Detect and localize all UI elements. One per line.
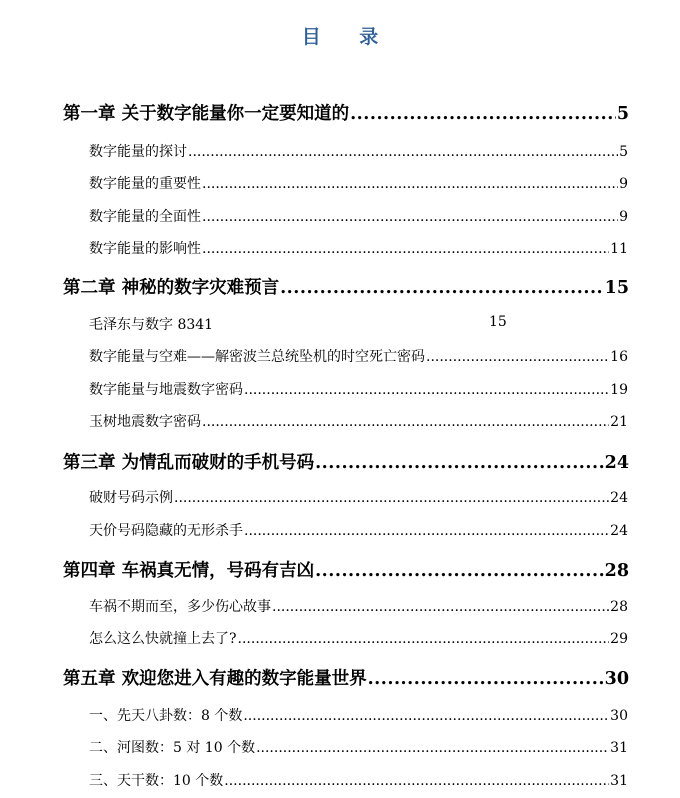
dot-leader (243, 708, 609, 724)
toc-section[interactable] (89, 487, 628, 507)
dot-leader (202, 209, 618, 225)
toc-chapter-5[interactable] (63, 665, 629, 690)
toc-entry-label: 二、河图数：5 对 10 个数 (89, 740, 256, 756)
dot-leader (238, 631, 610, 647)
toc-page-number: 24 (610, 490, 628, 506)
toc-entry-label: 数字能量与地震数字密码 (89, 382, 243, 398)
toc-section[interactable] (89, 705, 628, 725)
dot-leader (426, 349, 609, 365)
toc-entry-label: 第四章 车祸真无情，号码有吉凶 (63, 561, 315, 581)
dot-leader (244, 382, 609, 398)
toc-page-number: 11 (610, 241, 628, 257)
toc-section[interactable] (89, 173, 628, 193)
toc-section[interactable] (89, 379, 628, 399)
toc-chapter-2[interactable] (63, 274, 629, 299)
dot-leader (280, 278, 604, 298)
toc-page-number: 16 (610, 349, 628, 365)
toc-entry-label: 数字能量的影响性 (89, 241, 201, 257)
toc-entry-label: 毛泽东与数字 8341 (89, 317, 214, 333)
toc-entry-label: 车祸不期而至，多少伤心故事 (89, 599, 271, 615)
toc-chapter-1[interactable] (63, 100, 629, 125)
toc-entry-label: 玉树地震数字密码 (89, 414, 201, 430)
toc-entry-label: 第五章 欢迎您进入有趣的数字能量世界 (63, 669, 367, 689)
toc-title: 目 录 (301, 26, 395, 48)
toc-page-number: 30 (604, 669, 629, 689)
toc-page-number: 30 (610, 708, 628, 724)
toc-entry-label: 数字能量的重要性 (89, 176, 201, 192)
toc-entry-label: 数字能量的探讨 (89, 144, 187, 160)
toc-entry-label: 天价号码隐藏的无形杀手 (89, 523, 243, 539)
dot-leader (202, 414, 609, 430)
toc-section[interactable] (89, 628, 628, 648)
dot-leader (256, 740, 609, 756)
toc-section[interactable] (89, 411, 628, 431)
toc-page-number: 21 (610, 414, 628, 430)
toc-section[interactable] (89, 141, 628, 161)
toc-page-number: 15 (604, 278, 629, 298)
toc-chapter-4[interactable] (63, 557, 629, 582)
dot-leader (174, 490, 609, 506)
toc-section[interactable] (89, 596, 628, 616)
toc-entry-label: 一、先天八卦数：8 个数 (89, 708, 243, 724)
toc-entry-label: 第三章 为情乱而破财的手机号码 (63, 453, 315, 473)
toc-entry-label: 三、天干数：10 个数 (89, 773, 224, 789)
toc-section[interactable] (89, 206, 628, 226)
toc-section[interactable] (89, 520, 628, 540)
toc-chapter-3[interactable] (63, 449, 629, 474)
dot-leader (272, 599, 609, 615)
toc-section[interactable] (89, 238, 628, 258)
dot-leader (188, 144, 618, 160)
toc-page-number: 31 (610, 773, 628, 789)
toc-section[interactable] (89, 314, 628, 334)
toc-page-number: 9 (619, 209, 628, 225)
toc-entry-label: 数字能量与空难——解密波兰总统坠机的时空死亡密码 (89, 349, 425, 365)
toc-page-number: 9 (619, 176, 628, 192)
toc-page-number: 24 (604, 453, 629, 473)
dot-leader (244, 523, 609, 539)
toc-section[interactable] (89, 346, 628, 366)
toc-page-number: 5 (619, 144, 628, 160)
toc-page-number: 31 (610, 740, 628, 756)
toc-entry-label: 数字能量的全面性 (89, 209, 201, 225)
toc-entry-label: 第二章 神秘的数字灾难预言 (63, 278, 280, 298)
toc-entry-label: 怎么这么快就撞上去了? (89, 631, 237, 647)
dot-leader (224, 773, 609, 789)
dot-leader (315, 561, 604, 581)
toc-page-number: 28 (610, 599, 628, 615)
toc-page-number: 5 (616, 104, 629, 124)
toc-section[interactable] (89, 770, 628, 790)
dot-leader (202, 176, 618, 192)
dot-leader (368, 669, 604, 689)
toc-page-number: 29 (610, 631, 628, 647)
toc-entry-label: 第一章 关于数字能量你一定要知道的 (63, 104, 350, 124)
toc-page-number: 24 (610, 523, 628, 539)
toc-page-number: 15 (489, 314, 507, 330)
dot-leader (350, 104, 616, 124)
toc-page-number: 28 (604, 561, 629, 581)
dot-leader (202, 241, 609, 257)
toc-entry-label: 破财号码示例 (89, 490, 173, 506)
dot-leader (315, 453, 604, 473)
toc-section[interactable] (89, 737, 628, 757)
toc-page-number: 19 (610, 382, 628, 398)
